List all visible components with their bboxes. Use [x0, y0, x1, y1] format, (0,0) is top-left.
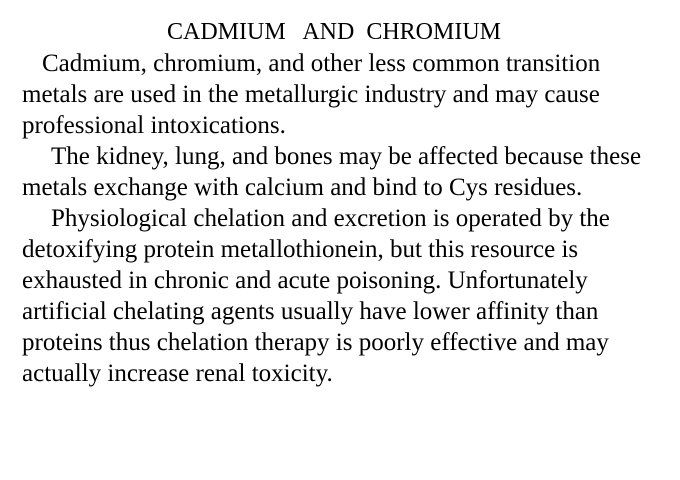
paragraph-affected-organs: The kidney, lung, and bones may be affected because these metals exchange with calcium and bind to Cys residues. — [22, 143, 642, 201]
paragraph-chelation: Physiological chelation and excretion is operated by the detoxifying protein metallothionein, but this resource is exhausted in chronic and acute poisoning. Unfortunately artificial chelating agents usually have lower affinity than proteins thus chelation therapy is poorly effective and may actually increase renal toxicity. — [22, 205, 610, 387]
paragraph-intro: Cadmium, chromium, and other less common transition metals are used in the metallurgic industry and may cause professional intoxications. — [22, 50, 601, 139]
document-body — [22, 48, 670, 389]
document-title: CADMIUM AND CHROMIUM — [166, 19, 502, 45]
